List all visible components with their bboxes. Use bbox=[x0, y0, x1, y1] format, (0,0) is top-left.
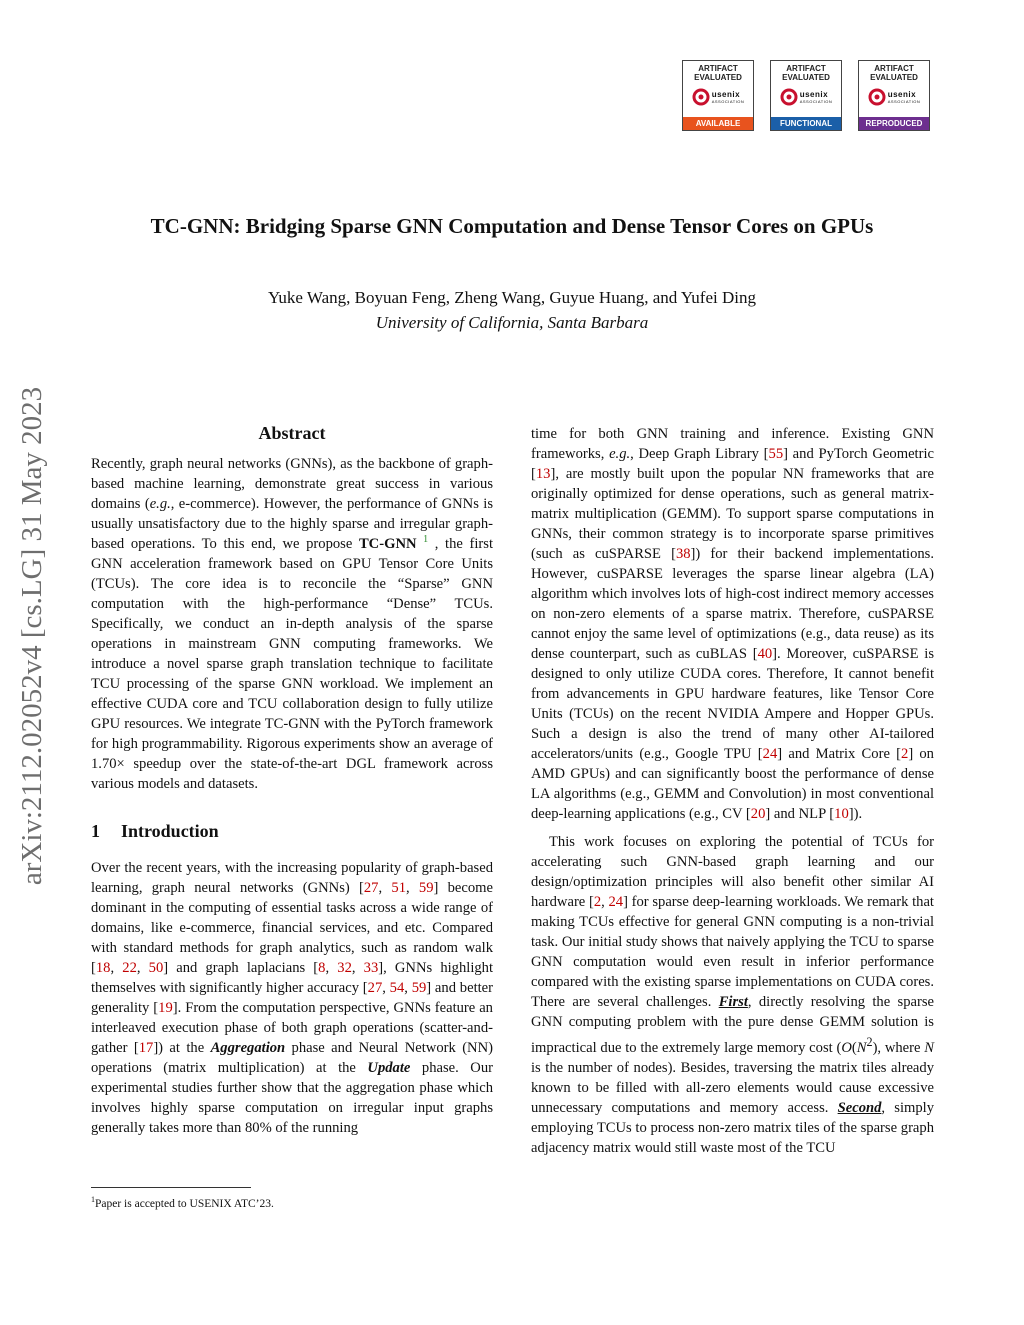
text-run: ] and Matrix Core [ bbox=[777, 746, 902, 762]
footnote: $^1$Paper is accepted to USENIX ATC’23. bbox=[91, 1195, 274, 1210]
text-run: , directly resolving the sparse GNN computing problem with the pure dense GEMM solution is impractical due to the extremely large memory cost ( bbox=[531, 994, 934, 1056]
text-run: ] and PyTorch Geometric [ bbox=[531, 446, 934, 482]
left-column bbox=[91, 422, 493, 1138]
abstract-heading: Abstract bbox=[258, 423, 326, 443]
citation-link[interactable]: 54 bbox=[389, 980, 405, 996]
paper-affiliation: University of California, Santa Barbara bbox=[375, 313, 649, 332]
right-column bbox=[531, 424, 934, 1158]
text-run: ]) for their backend implementations. However, cuSPARSE leverages the sparse linear algebra (LA) algorithm which involves lots of high-cost indirect memory accesses on non-zero elements of a sparse matrix. Therefore, cuSPARSE cannot enjoy the same level of optimizations (e.g., data reuse) as its dense counterpart, such as cuBLAS [ bbox=[531, 546, 934, 662]
badge-status: REPRODUCED bbox=[859, 117, 929, 130]
text-run: is the number of nodes). Besides, traversing the matrix tiles already known to be filled with all-zero elements would cause excessive unnecessary computations and memory access. bbox=[531, 1059, 934, 1116]
text-run: , bbox=[110, 960, 123, 976]
badge-title: ARTIFACT EVALUATED bbox=[694, 64, 742, 82]
usenix-logo-icon: usenix ASSOCIATION bbox=[692, 86, 745, 108]
text-run: ( bbox=[851, 1039, 857, 1056]
citation-link[interactable]: 50 bbox=[148, 960, 164, 976]
citation-link[interactable]: 32 bbox=[337, 960, 352, 976]
italic-text: O bbox=[841, 1039, 852, 1056]
text-run: ] and better generality [ bbox=[91, 980, 494, 1016]
text-run: ] for sparse deep-learning workloads. We remark that making TCUs effective for general GNN computing is a non-trivial task. Our initial study shows that naively applying the TCU to sparse GNN computation would even result in inferior performance compared with the existing sparse implementations on CUDA cores. There are several challenges. bbox=[531, 894, 934, 1010]
text-run: , bbox=[404, 980, 412, 996]
citation-link[interactable]: 40 bbox=[757, 646, 773, 662]
citation-link[interactable]: 33 bbox=[363, 960, 379, 976]
citation-link[interactable]: 22 bbox=[122, 960, 137, 976]
paper-authors: Yuke Wang, Boyuan Feng, Zheng Wang, Guyue Huang, and Yufei Ding bbox=[268, 288, 756, 307]
citation-link[interactable]: 8 bbox=[318, 960, 326, 976]
citation-link[interactable]: 18 bbox=[95, 960, 111, 976]
italic-text: N bbox=[856, 1039, 867, 1056]
badge-title: ARTIFACT EVALUATED bbox=[782, 64, 830, 82]
citation-link[interactable]: 55 bbox=[768, 446, 784, 462]
intro-paragraph-2 bbox=[531, 832, 934, 1158]
citation-link[interactable]: 38 bbox=[675, 546, 691, 562]
citation-link[interactable]: 2 bbox=[901, 746, 909, 762]
italic-text: N bbox=[924, 1039, 934, 1056]
abstract-text: Recently, graph neural networks (GNNs), as the backbone of graph-based machine learning, demonstrate great success in various domains (e.g., e-commerce). However, the performance of GNNs is usually unsatisfactory due to the highly sparse and irregular graph-based operations. To this end, we propose TC-GNN $^1$ , the first GNN acceleration framework based on GPU Tensor Core Units (TCUs). The core idea is to reconcile the “Sparse” GNN computation with the high-performance “Dense” TCUs. Specifically, we conduct an in-depth analysis of the sparse operations in mainstream GNN computing frameworks. We introduce a novel sparse graph translation technique to facilitate TCU processing of the sparse GNN workload. We implement an effective CUDA core and TCU collaboration design to fully utilize GPU resources. We integrate TC-GNN with the PyTorch framework for high programmability. Rigorous experiments show an average of 1.70× speedup over the state-of-the-art DGL framework across various models and datasets. bbox=[91, 456, 493, 792]
text-run: ] become dominant in the computing of essential tasks across a wide range of domains, like e-commerce, financial services, and etc. Compared with standard methods for graph analytics, such as random walk [ bbox=[91, 880, 494, 976]
citation-link[interactable]: 20 bbox=[750, 806, 766, 822]
text-run: ], are mostly built upon the popular NN frameworks that are originally optimized for dense operations, such as general matrix-matrix multiplication (GEMM). To support sparse computations in GNNs, their common strategy is to incorporate sparse primitives (such as cuSPARSE [ bbox=[531, 466, 934, 562]
artifact-badges bbox=[682, 60, 930, 131]
text-run: , bbox=[382, 980, 390, 996]
text-run: ] and graph laplacians [ bbox=[163, 960, 319, 976]
citation-link[interactable]: 17 bbox=[138, 1040, 154, 1056]
emphasis: Second bbox=[837, 1099, 882, 1116]
text-run: , simply employing TCUs to process non-zero matrix tiles of the sparse graph adjacency matrix would still waste most of the TCU bbox=[531, 1099, 934, 1156]
emphasis: First bbox=[718, 994, 748, 1010]
badge-title: ARTIFACT EVALUATED bbox=[870, 64, 918, 82]
badge-functional bbox=[770, 60, 842, 131]
text-run: , bbox=[351, 960, 364, 976]
text-run: phase and Neural Network (NN) operations (matrix multiplication) at the bbox=[91, 1040, 493, 1076]
text-run: , bbox=[405, 880, 419, 896]
italic-text: e.g. bbox=[609, 446, 631, 462]
usenix-logo-icon: usenix ASSOCIATION bbox=[868, 86, 921, 108]
citation-link[interactable]: 13 bbox=[535, 466, 551, 482]
text-run: ), where bbox=[872, 1039, 925, 1056]
text-run: ]. From the computation perspective, GNNs feature an interleaved execution phase of both graph operations (scatter-and-gather [ bbox=[91, 1000, 493, 1056]
citation-link[interactable]: 24 bbox=[608, 894, 624, 910]
badge-reproduced bbox=[858, 60, 930, 131]
text-run: ] and NLP [ bbox=[765, 806, 835, 822]
usenix-logo-icon: usenix ASSOCIATION bbox=[780, 86, 833, 108]
badge-status: AVAILABLE bbox=[683, 117, 753, 130]
citation-link[interactable]: 24 bbox=[762, 746, 778, 762]
badge-status: FUNCTIONAL bbox=[771, 117, 841, 130]
badge-available bbox=[682, 60, 754, 131]
text-run: phase. Our experimental studies further show that the aggregation phase which involves highly sparse computation on irregular input graphs generally takes more than 80% of the running bbox=[91, 1060, 493, 1136]
citation-link[interactable]: 27 bbox=[367, 980, 383, 996]
system-name: TC-GNN bbox=[358, 536, 417, 552]
intro-paragraph-1 bbox=[91, 858, 493, 1138]
emphasis: Update bbox=[367, 1060, 411, 1076]
text-run: ], GNNs highlight themselves with significantly higher accuracy [ bbox=[91, 960, 494, 996]
text-run: ] on AMD GPUs) and can significantly boost the performance of dense LA algorithms (e.g., GEMM and Convolution) in most conventional deep-learning applications (e.g., CV [ bbox=[531, 746, 934, 822]
superscript: 2 bbox=[866, 1035, 873, 1049]
text-run: , Deep Graph Library [ bbox=[630, 446, 769, 462]
citation-link[interactable]: 2 bbox=[593, 894, 602, 910]
text-run: Over the recent years, with the increasing popularity of graph-based learning, graph neural networks (GNNs) [ bbox=[91, 860, 493, 896]
citation-link[interactable]: 59 bbox=[411, 980, 427, 996]
text-run: , bbox=[601, 894, 609, 910]
citation-link[interactable]: 59 bbox=[418, 880, 434, 896]
footnote-marker[interactable]: 1 bbox=[423, 534, 429, 546]
footnote-rule bbox=[91, 1187, 251, 1188]
text-run: ]) at the bbox=[153, 1040, 211, 1056]
text-run: time for both GNN training and inference. Existing GNN frameworks, bbox=[531, 426, 934, 462]
text-run: ]). bbox=[848, 806, 863, 822]
citation-link[interactable]: 51 bbox=[391, 880, 406, 896]
text-run: , bbox=[378, 880, 392, 896]
text-run: , bbox=[325, 960, 338, 976]
emphasis: Aggregation bbox=[210, 1040, 286, 1056]
text-run: This work focuses on exploring the potential of TCUs for accelerating such GNN-based graph learning and our design/optimization principles will also benefit other similar AI hardware [ bbox=[531, 834, 934, 910]
citation-link[interactable]: 27 bbox=[363, 880, 379, 896]
arxiv-stamp: arXiv:2112.02052v4 [cs.LG] 31 May 2023 bbox=[16, 386, 48, 886]
section-heading-introduction: 1 Introduction bbox=[91, 821, 219, 841]
citation-link[interactable]: 10 bbox=[834, 806, 849, 822]
citation-link[interactable]: 19 bbox=[158, 1000, 173, 1016]
text-run: ]. Moreover, cuSPARSE is designed to only utilize CUDA cores. Therefore, It cannot benefit from advancements in GPU hardware features, like Tensor Core Units (TCUs) on the recent NVIDIA Ampere and Hopper GPUs. Such a design is also the trend of many other AI-tailored accelerators/units (e.g., Google TPU [ bbox=[531, 646, 935, 762]
intro-paragraph-1-continued bbox=[531, 424, 934, 824]
text-run: , bbox=[136, 960, 149, 976]
paper-title: TC-GNN: Bridging Sparse GNN Computation and Dense Tensor Cores on GPUs bbox=[150, 214, 874, 238]
